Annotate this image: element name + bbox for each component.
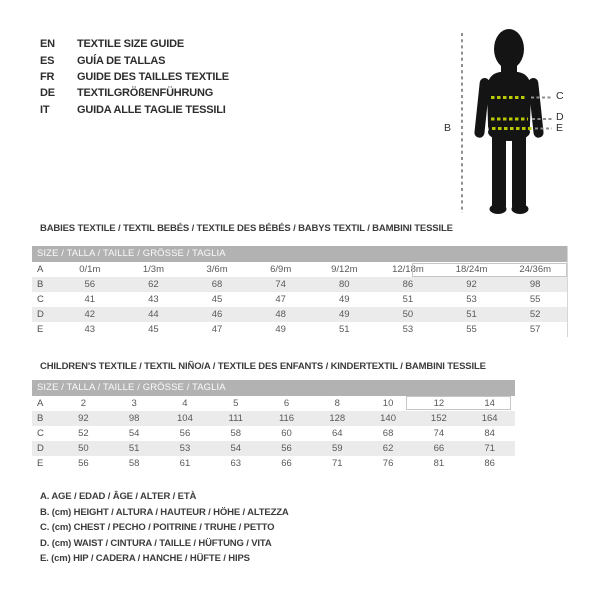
cell-value: 53 <box>402 324 414 335</box>
cell-value: 64 <box>332 428 343 439</box>
cell-value: 74 <box>433 428 445 439</box>
table-row <box>32 262 567 277</box>
cell-value: 18/24m <box>455 264 488 275</box>
cell-value: 56 <box>179 428 191 439</box>
cell-value: 3 <box>131 398 137 409</box>
cell-value: 68 <box>382 428 394 439</box>
children-table-body <box>32 396 515 471</box>
cell-value: 74 <box>275 279 286 290</box>
language-row <box>40 102 229 118</box>
measurement-legend <box>40 489 289 567</box>
cell-value: 12/18m <box>392 264 424 275</box>
cell-value: 53 <box>466 294 477 305</box>
cell-value: 47 <box>211 324 223 335</box>
row-label: B <box>37 413 44 424</box>
children-section-title: CHILDREN'S TEXTILE / TEXTIL NIÑO/A / TEXTILE DES ENFANTS / KINDERTEXTIL / BAMBINI TESSILE <box>40 361 486 372</box>
cell-value: 56 <box>281 443 292 454</box>
cell-value: 0/1m <box>79 264 101 275</box>
cell-value: 54 <box>230 443 242 454</box>
language-code: DE <box>40 87 55 100</box>
table-row <box>32 277 567 292</box>
cell-value: 14 <box>484 398 495 409</box>
cell-value: 66 <box>433 443 445 454</box>
cell-value: 24/36m <box>519 264 552 275</box>
row-label: E <box>37 458 44 469</box>
row-label: A <box>37 398 44 409</box>
cell-value: 49 <box>275 324 286 335</box>
hip-label: E <box>556 122 564 134</box>
cell-value: 98 <box>128 413 140 424</box>
cell-value: 12 <box>433 398 445 409</box>
cell-value: 164 <box>481 413 498 424</box>
language-code: FR <box>40 70 55 83</box>
table-row <box>32 411 515 426</box>
cell-value: 140 <box>380 413 396 424</box>
babies-section-title: BABIES TEXTILE / TEXTIL BEBÉS / TEXTILE DES BÉBÉS / BABYS TEXTIL / BAMBINI TESSILE <box>40 223 453 234</box>
row-label: A <box>37 264 44 275</box>
cell-value: 47 <box>275 294 286 305</box>
cell-value: 43 <box>148 294 159 305</box>
child-silhouette-figure <box>436 22 576 220</box>
cell-value: 42 <box>84 309 96 320</box>
legend-item: C. (cm) CHEST / PECHO / POITRINE / TRUHE / PETTO <box>40 522 275 533</box>
cell-value: 128 <box>329 413 346 424</box>
cell-value: 53 <box>179 443 191 454</box>
cell-value: 50 <box>402 309 414 320</box>
cell-value: 60 <box>281 428 292 439</box>
babies-table-header: SIZE / TALLA / TAILLE / GRÖSSE / TAGLIA <box>32 246 567 262</box>
cell-value: 63 <box>230 458 242 469</box>
cell-value: 44 <box>148 309 159 320</box>
height-label: B <box>444 122 452 134</box>
cell-value: 86 <box>402 279 414 290</box>
language-title-text: GUÍA DE TALLAS <box>77 54 166 67</box>
cell-value: 104 <box>177 413 193 424</box>
cell-value: 86 <box>484 458 495 469</box>
cell-value: 84 <box>484 428 495 439</box>
cell-value: 58 <box>128 458 140 469</box>
cell-value: 81 <box>433 458 445 469</box>
row-label: D <box>37 309 44 320</box>
cell-value: 51 <box>466 309 477 320</box>
cell-value: 62 <box>382 443 394 454</box>
cell-value: 52 <box>529 309 541 320</box>
cell-value: 45 <box>148 324 159 335</box>
language-title-text: TEXTILE SIZE GUIDE <box>77 38 185 51</box>
legend-item: B. (cm) HEIGHT / ALTURA / HAUTEUR / HÖHE / ALTEZZA <box>40 506 289 518</box>
cell-value: 59 <box>332 443 343 454</box>
cell-value: 5 <box>233 398 239 409</box>
cell-value: 51 <box>339 324 350 335</box>
cell-value: 48 <box>275 309 286 320</box>
row-label: D <box>37 443 44 454</box>
table-row <box>32 292 567 307</box>
table-row <box>32 426 515 441</box>
cell-value: 51 <box>402 294 414 305</box>
waist-label: D <box>556 111 564 123</box>
row-label: C <box>37 428 44 439</box>
chest-label: C <box>556 90 564 102</box>
cell-value: 52 <box>78 428 89 439</box>
cell-value: 57 <box>529 324 541 335</box>
cell-value: 49 <box>339 294 350 305</box>
cell-value: 68 <box>211 279 223 290</box>
language-row <box>40 85 229 101</box>
table-row <box>32 396 515 411</box>
language-code: EN <box>40 38 55 51</box>
cell-value: 6 <box>283 398 290 409</box>
children-table-header: SIZE / TALLA / TAILLE / GRÖSSE / TAGLIA <box>32 380 515 396</box>
legend-item: E. (cm) HIP / CADERA / HANCHE / HÜFTE / HIPS <box>40 553 250 564</box>
table-row <box>32 441 515 456</box>
cell-value: 6/9m <box>270 264 292 275</box>
cell-value: 66 <box>281 458 292 469</box>
cell-value: 80 <box>339 279 350 290</box>
cell-value: 8 <box>334 398 340 409</box>
language-code: ES <box>40 54 55 67</box>
children-size-table <box>32 380 515 471</box>
cell-value: 1/3m <box>142 264 164 275</box>
cell-value: 3/6m <box>206 264 228 275</box>
language-titles <box>40 36 229 118</box>
language-title-text: GUIDE DES TAILLES TEXTILE <box>77 70 229 83</box>
cell-value: 45 <box>211 294 223 305</box>
language-row <box>40 52 229 68</box>
cell-value: 10 <box>382 398 394 409</box>
language-code: IT <box>40 103 50 116</box>
cell-value: 111 <box>228 413 243 424</box>
language-title-text: TEXTILGRÖßENFÜHRUNG <box>77 87 214 100</box>
cell-value: 71 <box>332 458 343 469</box>
cell-value: 2 <box>80 398 87 409</box>
cell-value: 56 <box>84 279 96 290</box>
cell-value: 76 <box>382 458 394 469</box>
table-row <box>32 322 567 337</box>
cell-value: 41 <box>84 294 96 305</box>
cell-value: 116 <box>278 413 295 424</box>
language-row <box>40 36 229 52</box>
cell-value: 55 <box>466 324 477 335</box>
cell-value: 4 <box>182 398 188 409</box>
cell-value: 92 <box>78 413 89 424</box>
cell-value: 55 <box>529 294 541 305</box>
child-silhouette <box>474 29 544 214</box>
cell-value: 51 <box>128 443 140 454</box>
row-label: B <box>37 279 44 290</box>
cell-value: 43 <box>84 324 96 335</box>
row-label: C <box>37 294 44 305</box>
cell-value: 92 <box>466 279 477 290</box>
babies-size-table <box>32 246 568 337</box>
cell-value: 71 <box>484 443 495 454</box>
cell-value: 46 <box>211 309 223 320</box>
babies-table-body <box>32 262 567 337</box>
legend-item: D. (cm) WAIST / CINTURA / TAILLE / HÜFTUNG / VITA <box>40 537 272 549</box>
cell-value: 62 <box>148 279 159 290</box>
cell-value: 56 <box>78 458 89 469</box>
language-row <box>40 69 229 85</box>
cell-value: 58 <box>230 428 242 439</box>
cell-value: 152 <box>430 413 447 424</box>
cell-value: 54 <box>128 428 140 439</box>
cell-value: 50 <box>78 443 89 454</box>
language-title-text: GUIDA ALLE TAGLIE TESSILI <box>77 103 226 116</box>
cell-value: 9/12m <box>331 264 358 275</box>
legend-item: A. AGE / EDAD / ÂGE / ALTER / ETÀ <box>40 491 197 502</box>
cell-value: 49 <box>339 309 350 320</box>
table-row <box>32 307 567 322</box>
cell-value: 98 <box>529 279 541 290</box>
cell-value: 61 <box>179 458 191 469</box>
row-label: E <box>37 324 44 335</box>
table-row <box>32 456 515 471</box>
